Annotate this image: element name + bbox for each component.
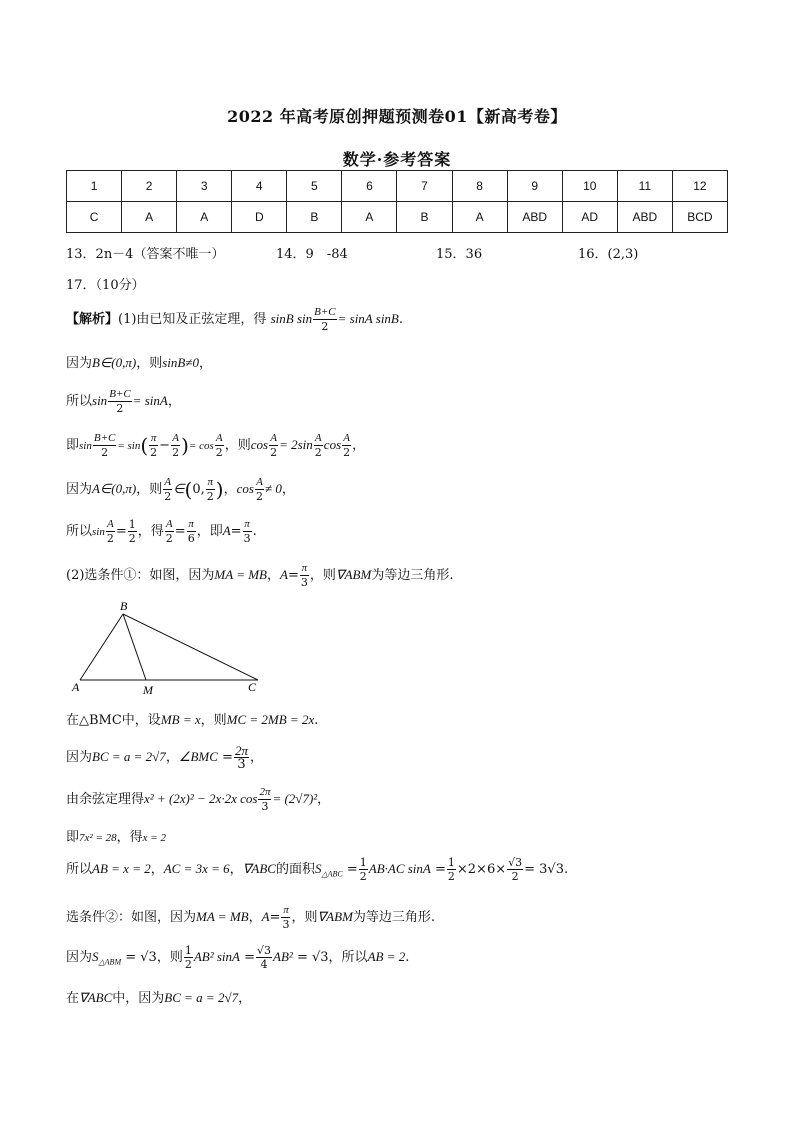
point-label-a: A	[72, 680, 80, 694]
condition-1-line: (2)选条件①：如图，因为MA = MB，A= $\frac{\pi}{3}$ ，则∇ABM为等边三角形.	[66, 562, 454, 589]
answer-14: 14．9 -84	[276, 247, 348, 262]
answer-cell: A	[122, 202, 177, 233]
question-number: 1	[67, 171, 122, 202]
answer-cell: ABD	[617, 202, 672, 233]
solution-line-13: 在∇ABC中，因为BC = a = 2√7，	[66, 990, 252, 1006]
question-number: 11	[617, 171, 672, 202]
question-number: 5	[287, 171, 342, 202]
question-number-row	[67, 171, 728, 202]
question-number: 7	[397, 171, 452, 202]
triangle-figure	[66, 598, 276, 698]
answer-cell: A	[452, 202, 507, 233]
answer-row	[67, 202, 728, 233]
solution-line-8: 因为BC = a = 2√7，∠BMC = $\frac{2\pi}{3}$ ，	[66, 743, 263, 772]
solution-line-2: 因为B∈(0,π)，则sinB≠0，	[66, 355, 212, 371]
answer-cell: C	[67, 202, 122, 233]
answer-cell: A	[177, 202, 232, 233]
answer-heading: 数学·参考答案	[342, 150, 452, 169]
solution-line-7: 在△BMC中，设MB = x，则MC = 2MB = 2x.	[66, 712, 319, 728]
answer-cell: A	[342, 202, 397, 233]
answer-cell: B	[397, 202, 452, 233]
answer-13: 13．2n－4（答案不唯一）	[66, 247, 225, 262]
answer-cell: AD	[562, 202, 617, 233]
question-number: 2	[122, 171, 177, 202]
question-number: 3	[177, 171, 232, 202]
point-label-m: M	[143, 683, 153, 697]
question-17-heading: 17．（10分）	[66, 278, 145, 293]
solution-line-4: 即sin $\frac{B+C}{2}$ = sin( $\frac{\pi}{2}$ − $\frac{A}{2}$ )= cos $\frac{A}{2}$ ，则cos $\frac{A}{2}$ = 2sin $\frac{A}{2}$ cos $\frac{A}{2}$ ，	[66, 432, 366, 459]
analysis-label: 【解析】	[66, 312, 119, 327]
question-number: 12	[672, 171, 727, 202]
question-number: 10	[562, 171, 617, 202]
point-label-b: B	[120, 599, 128, 613]
question-number: 9	[507, 171, 562, 202]
question-number: 4	[232, 171, 287, 202]
solution-line-3: 所以sin $\frac{B+C}{2}$ = sinA，	[66, 388, 181, 415]
answer-table	[66, 170, 728, 233]
solution-line-9: 由余弦定理得x² + (2x)² − 2x·2x cos $\frac{2\pi}{3}$ = (2√7)²，	[66, 786, 331, 813]
answer-cell: ABD	[507, 202, 562, 233]
answer-16: 16．(2,3)	[578, 247, 639, 262]
question-number: 8	[452, 171, 507, 202]
solution-line-5: 因为A∈(0,π)，则 $\frac{A}{2}$ ∈(0, $\frac{\pi}{2}$ )，cos $\frac{A}{2}$ ≠ 0，	[66, 476, 295, 503]
solution-line-10: 即7x² = 28，得x = 2	[66, 830, 166, 845]
solution-line-12: 因为$S_{\triangle ABM} = √3$，则 $\frac{1}{2}$ AB² sinA = $\frac{√3}{4}$ AB² = √3，所以AB = 2.	[66, 944, 410, 971]
solution-line-1: 【解析】(1)由已知及正弦定理，得 sinB sin $\frac{B+C}{2}$ = sinA sinB.	[66, 306, 404, 333]
answer-cell: D	[232, 202, 287, 233]
question-number: 6	[342, 171, 397, 202]
solution-line-11: 所以AB = x = 2，AC = 3x = 6，∇ABC的面积$S_{\triangle ABC}$ = $\frac{1}{2}$ AB·AC sinA = $\frac{1}{2}$ ×2×6× $\frac{√3}{2}$ = 3√3.	[66, 856, 569, 883]
answer-15: 15．36	[436, 247, 483, 262]
answer-cell: BCD	[672, 202, 727, 233]
answer-cell: B	[287, 202, 342, 233]
condition-2-line: 选条件②：如图，因为MA = MB，A= $\frac{\pi}{3}$ ，则∇ABM为等边三角形.	[66, 904, 436, 931]
solution-line-6: 所以sin $\frac{A}{2}$ = $\frac{1}{2}$ ，得 $\frac{A}{2}$ = $\frac{\pi}{6}$ ，即A= $\frac{\pi}{3}$ .	[66, 518, 257, 545]
page-title: 2022 年高考原创押题预测卷01【新高考卷】	[227, 107, 567, 126]
point-label-c: C	[248, 680, 257, 694]
